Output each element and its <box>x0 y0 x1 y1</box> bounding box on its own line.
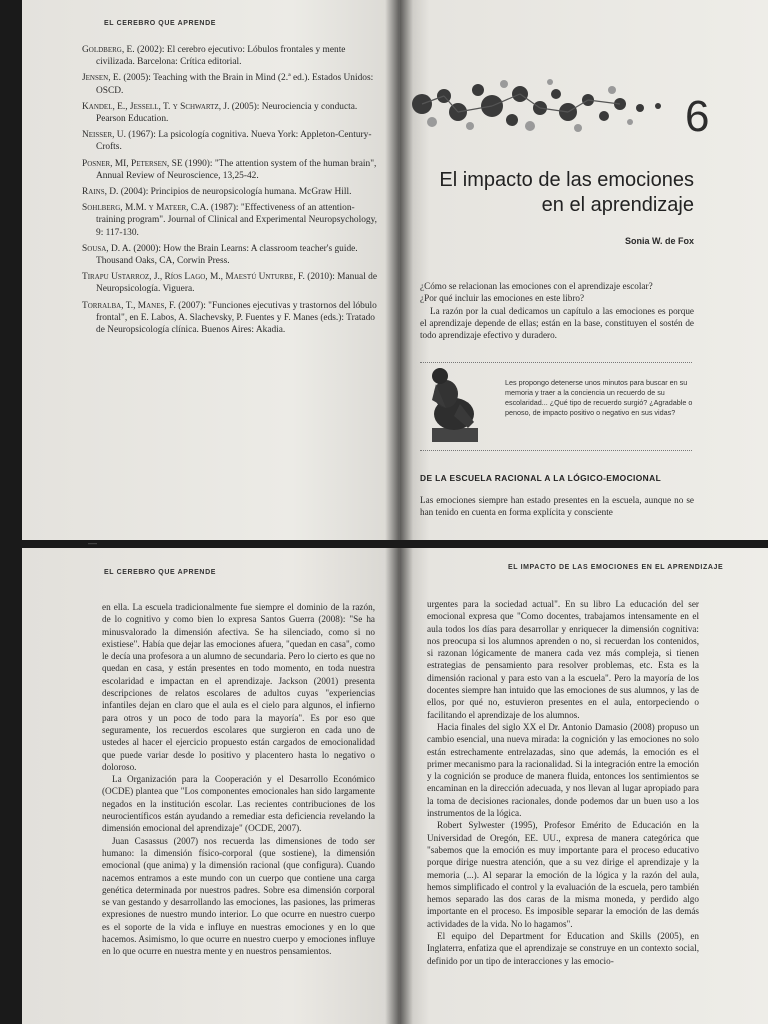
reference-item: Jensen, E. (2005): Teaching with the Brain in Mind (2.ª ed.). Estados Unidos: OSCD. <box>82 73 374 96</box>
running-head: EL IMPACTO DE LAS EMOCIONES EN EL APRENDIZAJE <box>508 564 724 571</box>
chapter-number: 6 <box>685 92 710 141</box>
intro-question: ¿Cómo se relacionan las emociones con el aprendizaje escolar? <box>420 281 653 291</box>
reflection-prompt: Les propongo detenerse unos minutos para buscar en su memoria y traer a la conciencia un recuerdo de su escolaridad... ¿Qué tipo de recuerdo surgió? ¿Agradable o penoso, de impacto positivo o negativo en sus vidas? <box>505 378 693 418</box>
intro-question: ¿Por qué incluir las emociones en este libro? <box>420 293 585 304</box>
running-head: EL CEREBRO QUE APRENDE <box>104 20 216 27</box>
reference-item: Torralba, T., Manes, F. (2007): "Funciones ejecutivas y trastornos del lóbulo frontal", en E. Labos, A. Slachevsky, P. Fuentes y F. Manes (eds.): Tratado de Neuropsicología clínica. Buenos Aires: Akadia. <box>82 300 377 336</box>
divider <box>420 450 692 451</box>
intro-text <box>420 280 694 341</box>
reference-list <box>82 44 377 340</box>
section-text <box>420 494 694 519</box>
thinker-statue-image <box>424 364 488 446</box>
reference-item: Rains, D. (2004): Principios de neuropsicología humana. McGraw Hill. <box>82 187 352 198</box>
paragraph: La Organización para la Cooperación y el Desarrollo Económico (OCDE) plantea que "Los componentes emocionales han sido largamente negados en la institución escolar. Las recientes contribuciones de los neurocientíficos están ayudando a remediar esta deficiencia revelando la dimensión emocional del aprendizaje" (OCDE, 2007). <box>102 774 375 834</box>
gutter-shadow-bottom <box>385 548 413 1024</box>
paragraph: El equipo del Department for Education and Skills (2005), en Inglaterra, enfatiza que el aprendizaje se construye en un contexto social, definido por un tipo de interacciones y las emocio- <box>427 931 699 966</box>
page-mark: — <box>88 538 97 548</box>
chapter-title-line: El impacto de las emociones <box>439 169 694 191</box>
paragraph: Hacia finales del siglo XX el Dr. Antonio Damasio (2008) propuso un cambio esencial, una nueva mirada: la cognición y las emociones no solo están estrechamente entrelazadas, sino que además, la emoción es el primer mecanismo para la racionalidad. Si la integración entre la emoción y la cognición se produce de manera fluida, entonces los sentimientos se encaminan en la dirección adecuada, y nos llevan al lugar apropiado para la toma de decisiones racionales, donde podemos dar un buen uso a los instrumentos de la lógica. <box>427 721 699 819</box>
body-text-bottom-left <box>102 601 375 958</box>
reference-item: Neisser, U. (1967): La psicología cognitiva. Nueva York: Appleton-Century-Crofts. <box>82 130 372 153</box>
chapter-title <box>400 168 694 218</box>
paragraph: en ella. La escuela tradicionalmente fue siempre el dominio de la razón, de lo cognitivo y como bien lo expresa Santos Guerra (2008): "Se ha minusvalorado la dimensión afectiva. Se ha silenciado, como si no existiese". Había que dejar las emociones afuera, "quedan en casa", como le decía una profesora a un alumno de secundaria. Pero lo cierto es que no quedan en casa, y están presentes en todo momento, en toda nuestra escolaridad e impactan en el aprendizaje. Jackson (2001) presenta descripciones de relatos escolares de adultos cuyas "experiencias infantiles dejan en claro que el aula es el cielo para algunos, el infierno para otros y un poco de todo para la mayoría". Es por eso que seguramente, los recuerdos escolares que surgieron en cada uno de ustedes al hacer el ejercicio propuesto están cargados de emocionalidad que puede variar desde lo positivo y placentero hasta lo negativo o doloroso. <box>102 602 375 772</box>
paragraph: urgentes para la sociedad actual". En su libro La educación del ser emocional expresa que "Como docentes, trabajamos intensamente en el aula todos los días para desarrollar y enriquecer la dimensión cognitiva: nos preocupa si los alumnos aprenden o no, si recuerdan los contenidos, si razonan lógicamente de manera cada vez más compleja, si tienen estrategias de pensamiento para resolver problemas, etc. Esta es la dimensión racional y para esto van a la escuela". Pero la mayoría de los docentes siempre han intuido que las emociones de sus alumnos, y las de ellos, por qué no, estuvieron presentes en el aula, entorpeciendo o facilitando el aprendizaje de los alumnos. <box>427 599 699 720</box>
chapter-author: Sonia W. de Fox <box>624 236 694 246</box>
section-heading: DE LA ESCUELA RACIONAL A LA LÓGICO-EMOCIONAL <box>420 473 662 483</box>
reference-item: Posner, MI, Petersen, SE (1990): "The attention system of the human brain", Annual Review of Neuroscience, 13,25-42. <box>82 158 377 181</box>
chapter-dots-decoration <box>408 76 684 152</box>
divider <box>420 362 692 363</box>
paragraph: Robert Sylwester (1995), Profesor Emérito de Educación en la Universidad de Oregón, EE. UU., expresa de manera categórica que "sabemos que la emoción es muy importante para el proceso educativo porque dirige nuestra atención, que a su vez dirige el aprendizaje y la memoria (...). Al separar la emoción de la lógica y la razón del aula, hemos simplificado el control y la evaluación de la escuela, pero también hemos separado las dos caras de la misma moneda, y perdido algo importante en el proceso. Es imposible separar la emoción de las demás actividades de la vida. No lo hagamos". <box>427 820 699 929</box>
body-text-bottom-right <box>427 598 699 967</box>
paragraph: Juan Casassus (2007) nos recuerda las dimensiones de todo ser humano: la dimensión físico-corporal (que sostiene), la dimensión emocional (que anima) y la dimensión racional (que configura). Cuando nacemos entramos a este mundo con un cuerpo que contiene una carga genética determinada por nuestros padres. Sobre esa dimensión corporal se van gestando y desarrollando las emociones, las pasiones, las primeras expresiones de nuestro mundo interior. Lo que ocurre en nuestro cuerpo es el soporte de la vida e influye en nuestras emociones y en lo que hacemos. Asimismo, lo que ocurre en nuestro cuerpo y emociones influye en lo que ocurre en nuestra mente y en nuestros pensamientos. <box>102 835 375 957</box>
reference-item: Kandel, E., Jessell, T. y Schwartz, J. (2005): Neurociencia y conducta. Pearson Education. <box>82 101 358 125</box>
intro-paragraph: La razón por la cual dedicamos un capítulo a las emociones es porque el aprendizaje depende de ellas; están en la base, constituyen el sostén de todo aprendizaje efectivo y duradero. <box>420 305 694 341</box>
running-head: EL CEREBRO QUE APRENDE <box>104 569 216 576</box>
paragraph: Las emociones siempre han estado presentes en la escuela, aunque no se han tenido en cuenta en forma explícita y consciente <box>420 495 694 518</box>
reference-item: Sohlberg, M.M. y Mateer, C.A. (1987): "Effectiveness of an attention-training program". Journal of Clinical and Experimental Neuropsychology, 9: 117-130. <box>82 203 378 238</box>
reference-item: Tirapu Ustarroz, J., Ríos Lago, M., Maestú Unturbe, F. (2010): Manual de Neuropsicología. Viguera. <box>82 272 377 295</box>
reference-item: Sousa, D. A. (2000): How the Brain Learns: A classroom teacher's guide. Thousand Oaks, CA, Corwin Press. <box>82 243 358 267</box>
chapter-title-line: en el aprendizaje <box>541 194 694 216</box>
reference-item: Goldberg, E. (2002): El cerebro ejecutivo: Lóbulos frontales y mente civilizada. Barcelona: Crítica editorial. <box>82 45 346 68</box>
